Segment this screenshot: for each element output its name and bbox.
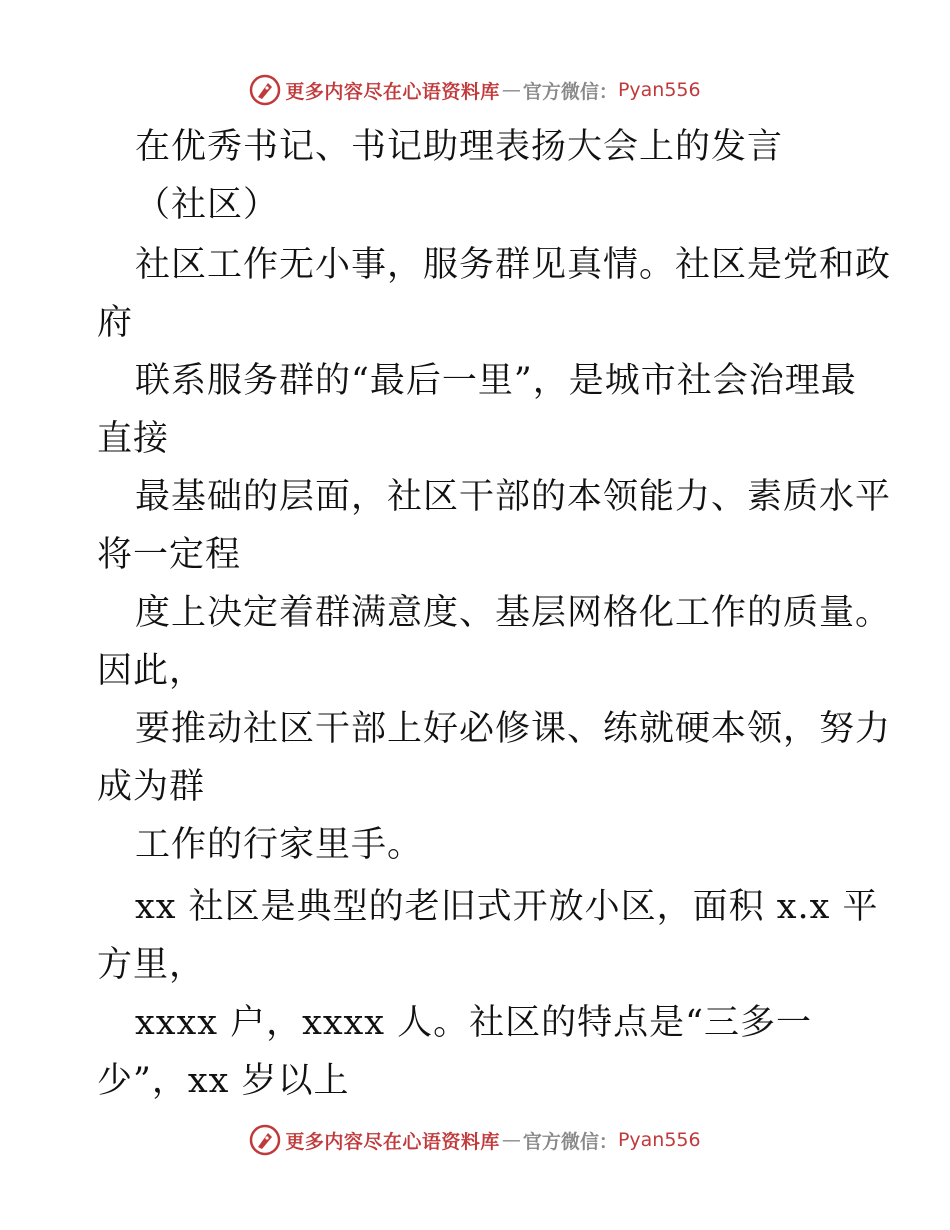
pen-nib-logo-icon [249,74,281,106]
paragraph-line: 将一定程 [97,535,242,575]
paragraph-line: 要推动社区干部上好必修课、练就硬本领，努力 [135,709,892,749]
paragraph-line: 联系服务群的“最后一里”，是城市社会治理最 [135,361,857,401]
banner-site-text: 更多内容尽在心语资料库 [285,80,500,103]
document-title: 在优秀书记、书记助理表扬大会上的发言 [135,127,784,167]
banner-wechat-id: Pyan556 [617,1129,701,1151]
header-watermark-banner [0,70,950,110]
paragraph-line: 少”，xx 岁以上 [97,1061,350,1101]
banner-wechat-label: 官方微信： [522,1130,618,1153]
paragraph-line: 因此， [97,651,206,691]
paragraph-line: 府 [97,303,134,343]
banner-site-text: 更多内容尽在心语资料库 [285,1130,500,1153]
paragraph-line: xx 社区是典型的老旧式开放小区，面积 x.x 平 [135,887,879,927]
banner-separator: — [501,79,521,101]
paragraph-line: 最基础的层面，社区干部的本领能力、素质水平 [135,477,892,517]
footer-watermark-banner [0,1120,950,1160]
paragraph-line: 工作的行家里手。 [135,825,424,865]
paragraph-line: xxxx 户，xxxx 人。社区的特点是“三多一 [135,1003,813,1043]
paragraph-line: 成为群 [97,767,206,807]
banner-wechat-id: Pyan556 [617,79,701,101]
document-subtitle: （社区） [135,185,280,225]
pen-nib-logo-icon [249,1124,281,1156]
paragraph-line: 方里， [97,945,206,985]
paragraph-line: 社区工作无小事，服务群见真情。社区是党和政 [135,245,892,285]
banner-wechat-label: 官方微信： [522,80,618,103]
paragraph-line: 直接 [97,419,170,459]
paragraph-line: 度上决定着群满意度、基层网格化工作的质量。 [135,593,892,633]
banner-separator: — [501,1129,521,1151]
